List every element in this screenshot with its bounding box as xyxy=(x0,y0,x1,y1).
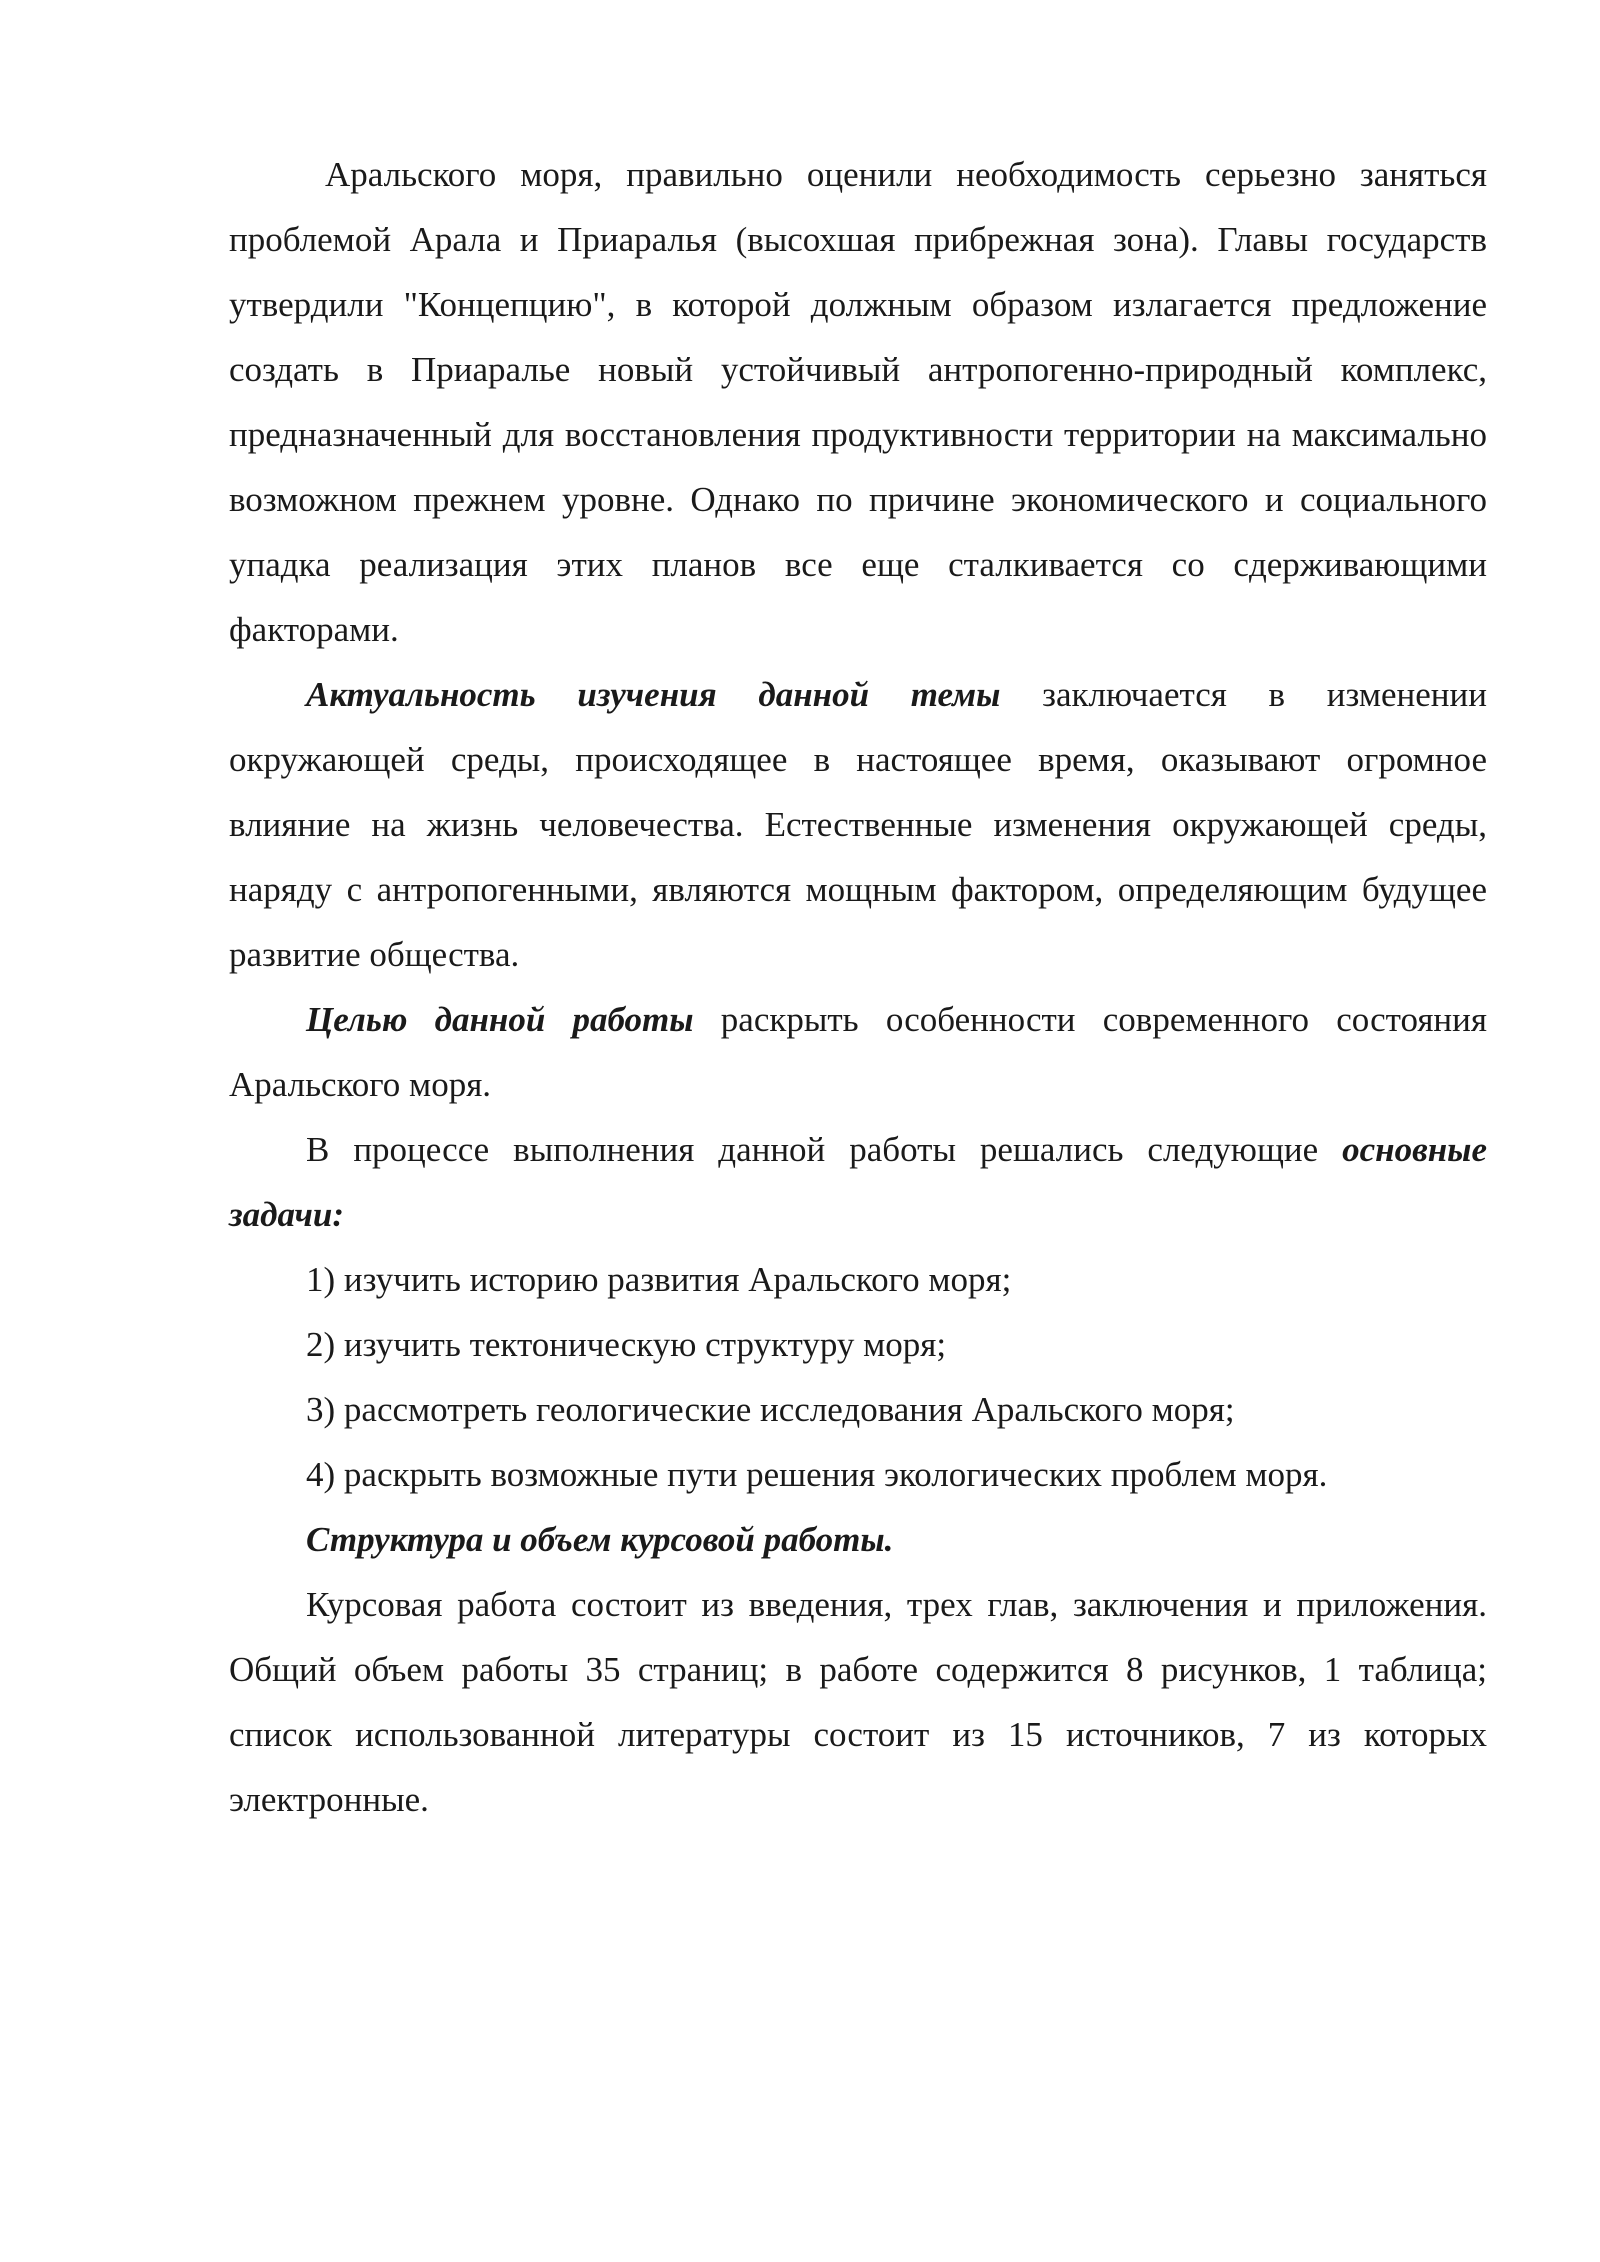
paragraph-aral-concept xyxy=(229,142,1487,662)
paragraph-text: заключается в изменении окружающей среды, происходящее в настоящее время, оказывают огромное влияние на жизнь человечества. Естественные изменения окружающей среды, наряду с антропогенными, являются мощным фактором, определяющим будущее развитие общества. xyxy=(229,675,1487,974)
document-body xyxy=(229,142,1487,1832)
paragraph-relevance xyxy=(229,662,1487,987)
paragraph-goal xyxy=(229,987,1487,1117)
task-item-2: 2) изучить тектоническую структуру моря; xyxy=(306,1325,947,1364)
structure-heading: Структура и объем курсовой работы. xyxy=(306,1520,894,1559)
paragraph-tasks-intro xyxy=(229,1117,1487,1247)
task-item-3: 3) рассмотреть геологические исследования Аральского моря; xyxy=(306,1390,1235,1429)
task-item-4: 4) раскрыть возможные пути решения экологических проблем моря. xyxy=(306,1455,1328,1494)
paragraph-text: раскрыть особенности современного состояния Аральского моря. xyxy=(229,1000,1487,1104)
paragraph-structure xyxy=(229,1572,1487,1832)
paragraph-text: Курсовая работа состоит из введения, трех глав, заключения и приложения. Общий объем работы 35 страниц; в работе содержится 8 рисунков, 1 таблица; список использованной литературы состоит из 15 источников, 7 из которых электронные. xyxy=(229,1585,1487,1819)
goal-heading: Целью данной работы xyxy=(306,1000,694,1039)
paragraph-text: В процессе выполнения данной работы решались следующие xyxy=(306,1130,1343,1169)
paragraph-text: Аральского моря, правильно оценили необходимость серьезно заняться проблемой Арала и Приаралья (высохшая прибрежная зона). Главы государств утвердили "Концепцию", в которой должным образом излагается предложение создать в Приаралье новый устойчивый антропогенно-природный комплекс, предназначенный для восстановления продуктивности территории на максимально возможном прежнем уровне. Однако по причине экономического и социального упадка реализация этих планов все еще сталкивается со сдерживающими факторами. xyxy=(229,155,1487,649)
task-item-1: 1) изучить историю развития Аральского моря; xyxy=(306,1260,1012,1299)
tasks-heading: основные задачи: xyxy=(229,1130,1487,1234)
relevance-heading: Актуальность изучения данной темы xyxy=(306,675,1001,714)
